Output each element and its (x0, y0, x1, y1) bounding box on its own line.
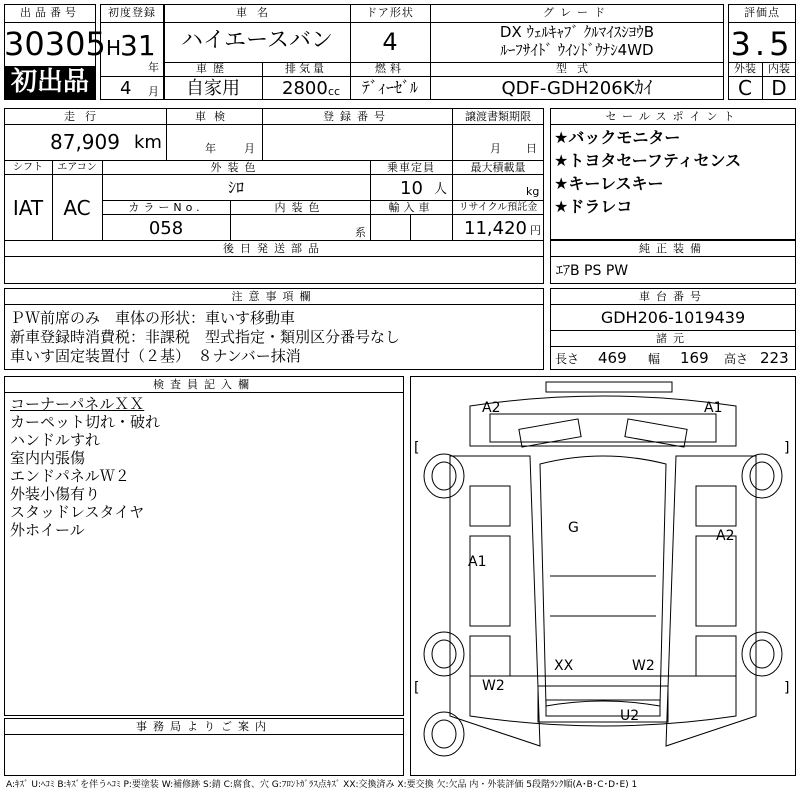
sales-points-label: セールスポイント (605, 110, 741, 123)
car-diagram (410, 376, 796, 776)
first-listing-text: 初出品 (10, 67, 89, 97)
inspector-line-1: コーナーパネルＸＸ (10, 395, 145, 413)
reg-year: 31 (120, 29, 156, 62)
import-label: 輸入車 (388, 201, 434, 214)
inspector-line-7: スタッドレスタイヤ (10, 503, 145, 521)
notes-label: 注意事項欄 (231, 290, 317, 303)
era: H (106, 36, 122, 60)
mileage-label: 走行 (64, 110, 106, 123)
width-value: 169 (680, 349, 709, 367)
capacity-unit: 人 (434, 182, 448, 197)
inspector-line-8: 外ホイール (10, 521, 85, 539)
front-bumper-outline (546, 382, 672, 392)
note-line-1: ＰＷ前席のみ 車体の形状：車いす移動車 (10, 309, 296, 327)
year-unit: 年 (148, 61, 159, 74)
history-label: 車歴 (196, 62, 230, 75)
height-value: 223 (760, 349, 789, 367)
door-value: 4 (382, 28, 398, 56)
mark-xx-rear-left: XX (554, 658, 574, 674)
length-label: 長さ (555, 352, 580, 366)
windshield-right (625, 419, 687, 447)
windshield-left (519, 419, 581, 447)
bracket-right-1: ] (784, 440, 790, 456)
dims-label: 諸元 (656, 332, 690, 345)
tyre-front-left (424, 454, 464, 498)
maxload-label: 最大積載量 (470, 161, 526, 174)
shift-label: シフト (13, 162, 43, 173)
capacity-label: 乗車定員 (387, 161, 435, 174)
spare-tyre (424, 712, 464, 756)
regno-label: 登録番号 (323, 110, 391, 123)
month-unit: 月 (148, 85, 159, 98)
displacement-value: 2800 (282, 78, 328, 99)
tr-day-unit: 日 (526, 142, 537, 155)
grade-label: グレード (543, 6, 611, 19)
height-label: 高さ (724, 352, 749, 366)
later-parts-label: 後日発送部品 (223, 242, 325, 255)
inspector-line-3: ハンドルすれ (10, 431, 101, 449)
mark-w2-rear-corner: W2 (482, 678, 505, 694)
mark-a1-left: A1 (468, 554, 487, 570)
reg-month: 4 (120, 78, 132, 99)
capacity-value: 10 (400, 178, 423, 199)
color-value: ｼﾛ (227, 178, 244, 197)
bracket-left-1: [ (414, 440, 420, 456)
chassis-number: GDH206-1019439 (600, 308, 746, 327)
legend-text: A:ｷｽﾞ U:ﾍｺﾐ B:ｷｽﾞを伴うﾍｺﾐ P:要塗装 W:補修跡 S:錆 C:腐食、穴 G:ﾌﾛﾝﾄｶﾞﾗｽ点ｷｽﾞ XX:交換済み X:要交換 欠:欠品 内・外装評価 5段階ﾗﾝｸ順(A･B･C･D･E) 1 (6, 780, 638, 790)
score-value: 3.5 (730, 25, 794, 63)
note-line-2: 新車登録時消費税：非課税 型式指定・類別区分番号なし (10, 328, 401, 346)
displacement-label: 排気量 (285, 62, 327, 75)
kei-unit: 系 (355, 226, 366, 239)
score-label: 評価点 (744, 6, 780, 19)
tyre-rear-right (742, 632, 782, 676)
type-label: 型式 (556, 62, 598, 75)
history-value: 自家用 (186, 78, 240, 99)
km-unit: km (134, 132, 162, 153)
recycle-label: リサイクル預託金 (458, 202, 538, 213)
colorno-label: カラーNo. (128, 201, 204, 214)
inspector-line-2: カーペット切れ・破れ (10, 413, 161, 431)
left-body-outline (450, 456, 540, 746)
bracket-right-2: ] (784, 680, 790, 696)
shift-value: IAT (12, 196, 44, 220)
mileage-value: 87,909 (50, 130, 120, 154)
sales-point-1: ★バックモニター (554, 128, 681, 147)
yen-unit: 円 (530, 224, 541, 237)
mark-g-roof: G (568, 520, 579, 536)
colorno-value: 058 (148, 218, 184, 239)
length-value: 469 (598, 349, 627, 367)
grade-line1: DX ｳｪﾙｷｬﾌﾞ ｸﾙﾏｲｽｼﾖｳB (499, 23, 655, 41)
ext-grade: C (738, 76, 752, 100)
model-name: ハイエースバン (180, 28, 334, 53)
tyre-rear-left (424, 632, 464, 676)
sales-point-4: ★ドラレコ (554, 197, 633, 216)
equipment-label: 純正装備 (639, 242, 707, 255)
lot-label: 出品番号 (20, 6, 80, 19)
inspector-line-5: エンドパネルＷ２ (10, 467, 130, 485)
ext-label: 外装 (734, 62, 756, 75)
color-label: 外装色 (210, 161, 262, 174)
type-value: QDF-GDH206Kｶｲ (501, 78, 653, 99)
inspector-line-4: 室内内張傷 (10, 449, 86, 467)
inspector-line-6: 外装小傷有り (10, 485, 101, 503)
mark-a2-right: A2 (716, 528, 735, 544)
note-line-3: 車いす固定装置付（２基） ８ナンバー抹消 (10, 347, 301, 365)
model-label: 車名 (236, 6, 278, 19)
front-outline (470, 396, 736, 446)
right-body-outline (666, 456, 756, 746)
inspection-label: 車検 (195, 110, 233, 123)
tyre-front-right (742, 454, 782, 498)
insp-month-unit: 月 (244, 142, 255, 155)
sales-point-3: ★キーレスキー (554, 174, 664, 193)
lot-number: 30305 (4, 25, 106, 63)
bracket-left-2: [ (414, 680, 420, 696)
office-label: 事務局よりご案内 (136, 720, 272, 733)
ac-label: エアコン (57, 162, 97, 173)
int-label: 内装 (768, 62, 790, 75)
recycle-value: 11,420 (464, 218, 527, 239)
cc-unit: cc (328, 85, 341, 98)
int-grade: D (771, 76, 787, 100)
tr-month-unit: 月 (490, 142, 501, 155)
chassis-label: 車台番号 (639, 290, 707, 303)
equipment-value: ｴｱB PS PW (556, 263, 629, 279)
inspector-label: 検査員記入欄 (153, 378, 255, 391)
mark-u2-rear: U2 (620, 708, 640, 724)
width-label: 幅 (648, 352, 661, 366)
fuel-label: 燃料 (375, 62, 405, 75)
mark-a2-front-left: A2 (482, 400, 501, 416)
mark-a1-front-right: A1 (704, 400, 723, 416)
kg-unit: kg (526, 185, 540, 198)
first-reg-label: 初度登録 (108, 6, 156, 19)
intcolor-label: 内装色 (274, 201, 326, 214)
mark-w2-rear-right: W2 (632, 658, 655, 674)
fuel-value: ﾃﾞｨｰｾﾞﾙ (361, 78, 418, 97)
ac-value: AC (63, 196, 91, 220)
sales-point-2: ★トヨタセーフティセンス (554, 151, 742, 170)
transfer-label: 譲渡書類期限 (465, 110, 531, 123)
insp-year-unit: 年 (205, 142, 216, 155)
door-label: ドア形状 (366, 6, 414, 19)
grade-line2: ﾙｰﾌｻｲﾄﾞ ｳｲﾝﾄﾞｳﾅｼ4WD (500, 41, 654, 59)
